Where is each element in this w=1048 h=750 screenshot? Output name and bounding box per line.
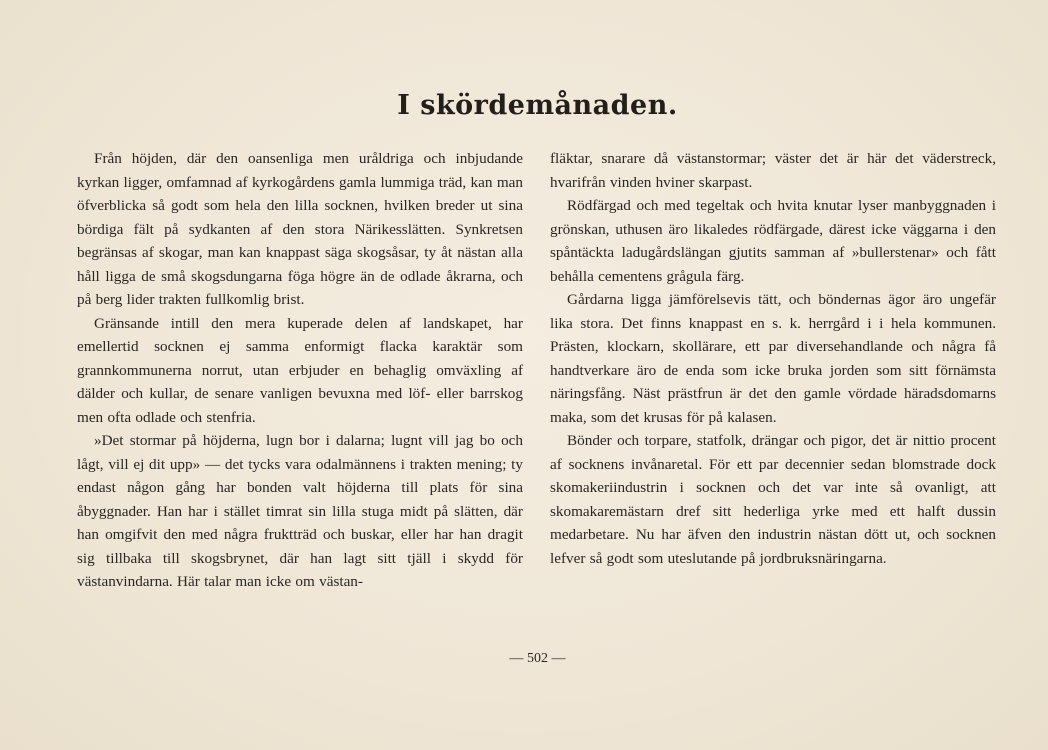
left-text-column (77, 147, 523, 594)
paragraph: Från höjden, där den oansenliga men uråldriga och inbjudande kyrkan ligger, omfamnad af kyrkogårdens gamla lummiga träd, kan man öfverblicka så godt som hela den lilla socknen, hvilken breder ut sina bördiga fält på sydkanten af den stora Närikesslätten. Synkretsen begränsas af skogar, man kan knappast säga skogsåsar, ty åt nästan alla håll ligga de små skogsdungarna föga högre än de odlade åkrarna, och på berg lider trakten fullkomlig brist. (77, 150, 523, 308)
paragraph: Bönder och torpare, statfolk, drängar och pigor, det är nittio procent af socknens invånaretal. För ett par decennier sedan blomstrade dock skomakeriindustrin i socknen och det var inte så ovanligt, att skomakaremästarn dref sitt hederliga yrke med ett halft dussin medarbetare. Nu har äfven den industrin nästan dött ut, och socknen lefver så godt som uteslutande på jordbruksnäringarna. (550, 432, 996, 567)
paragraph: Gränsande intill den mera kuperade delen af landskapet, har emellertid socknen ej samma enformigt flacka karaktär som grannkommunerna norrut, utan erbjuder en behaglig omväxling af dälder och kullar, de senare vanligen bevuxna med löf- eller barrskog men ofta odlade och stenfria. (77, 314, 523, 426)
page-number: — 502 — (509, 651, 566, 666)
paragraph: »Det stormar på höjderna, lugn bor i dalarna; lugnt vill jag bo och lågt, vill ej dit upp» — det tycks vara odalmännens i trakten mening; ty endast någon gång har bonden valt höjderna till plats för sina åbyggnader. Han har i stället timrat sin lilla stuga midt på slätten, där han omgifvit den med några fruktträd och buskar, eller har han dragit sig tillbaka till skogsbrynet, där han lagt sitt tjäll i skydd för västanvindarna. Här talar man icke om västan- (77, 432, 523, 590)
chapter-title: I skördemånaden. (397, 90, 678, 121)
right-text-column (550, 147, 996, 570)
paragraph: Rödfärgad och med tegeltak och hvita knutar lyser manbyggnaden i grönskan, uthusen äro likaledes rödfärgade, därest icke väggarna i den spåntäckta ladugårdslängan gjutits samman af »bullerstenar» och fått behålla cementens grågula färg. (550, 197, 996, 285)
paragraph: fläktar, snarare då västanstormar; väster det är här det väderstreck, hvarifrån vinden hviner skarpast. (550, 150, 996, 191)
paragraph: Gårdarna ligga jämförelsevis tätt, och böndernas ägor äro ungefär lika stora. Det finns knappast en s. k. herrgård i i hela kommunen. Prästen, klockarn, skollärare, ett par diversehandlande och några få handtverkare äro de enda som icke bruka jorden som sitt förnämsta näringsfång. Näst prästfrun är det den gamle vördade häradsdomarns maka, som det krusas för på kalasen. (550, 291, 996, 426)
